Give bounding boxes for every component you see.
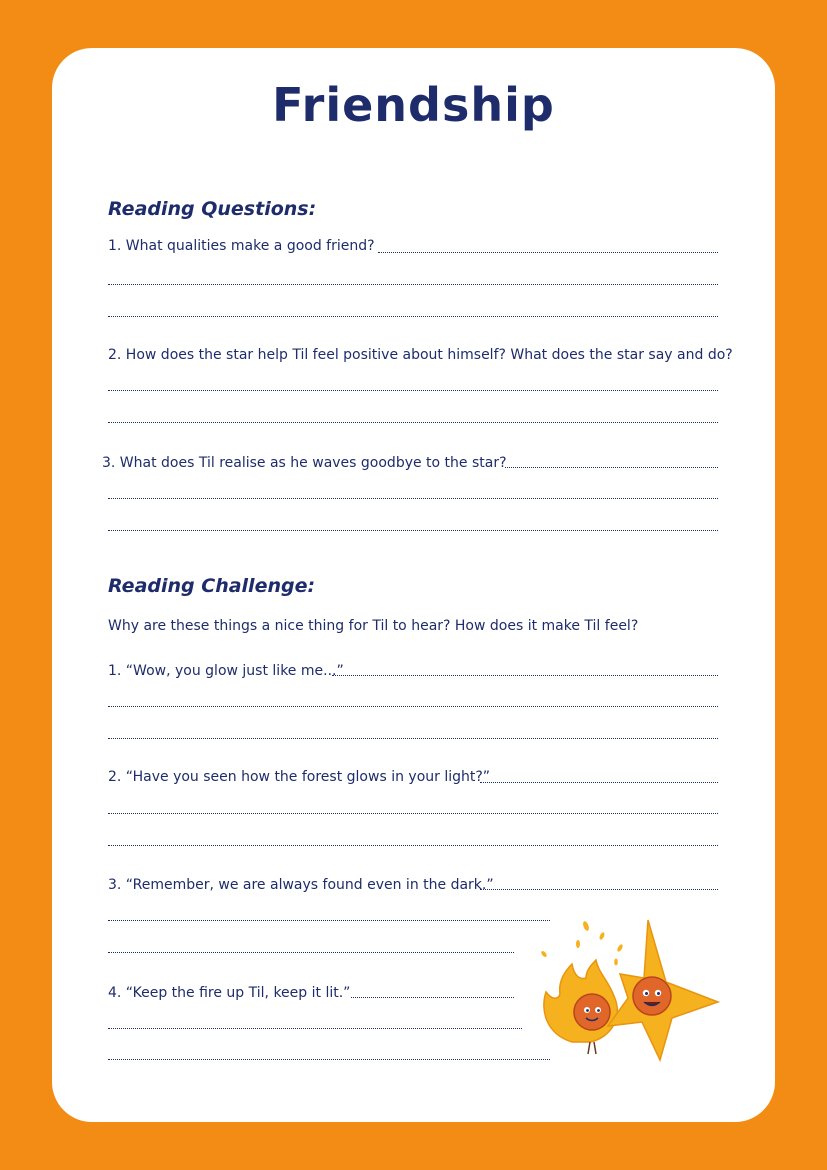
answer-line[interactable] bbox=[108, 316, 718, 317]
question-2: 2. How does the star help Til feel positive about himself? What does the star say and do? bbox=[108, 347, 733, 363]
answer-line[interactable] bbox=[108, 952, 514, 953]
star-character-icon bbox=[608, 920, 718, 1060]
answer-line[interactable] bbox=[108, 845, 718, 846]
answer-line[interactable] bbox=[108, 390, 718, 391]
answer-line[interactable] bbox=[480, 782, 718, 783]
challenge-intro: Why are these things a nice thing for Til to hear? How does it make Til feel? bbox=[108, 618, 639, 634]
question-3: 3. What does Til realise as he waves goodbye to the star? bbox=[102, 455, 507, 471]
answer-line[interactable] bbox=[108, 422, 718, 423]
challenge-quote-3: 3. “Remember, we are always found even in the dark.” bbox=[108, 877, 494, 893]
answer-line[interactable] bbox=[505, 467, 718, 468]
flame-character-icon bbox=[544, 960, 617, 1054]
til-and-star-illustration bbox=[532, 914, 722, 1064]
spark-icon bbox=[540, 920, 624, 965]
reading-challenge-heading: Reading Challenge: bbox=[108, 575, 316, 597]
answer-line[interactable] bbox=[351, 997, 514, 998]
challenge-quote-2: 2. “Have you seen how the forest glows in your light?” bbox=[108, 769, 491, 785]
challenge-quote-1: 1. “Wow, you glow just like me...” bbox=[108, 663, 344, 679]
challenge-quote-4: 4. “Keep the fire up Til, keep it lit.” bbox=[108, 985, 351, 1001]
answer-line[interactable] bbox=[108, 498, 718, 499]
answer-line[interactable] bbox=[108, 530, 718, 531]
page-title: Friendship bbox=[272, 78, 555, 132]
answer-line[interactable] bbox=[108, 920, 550, 921]
answer-line[interactable] bbox=[108, 1028, 522, 1029]
reading-questions-heading: Reading Questions: bbox=[108, 198, 317, 220]
answer-line[interactable] bbox=[378, 252, 718, 253]
answer-line[interactable] bbox=[480, 889, 718, 890]
answer-line[interactable] bbox=[108, 1059, 550, 1060]
answer-line[interactable] bbox=[108, 284, 718, 285]
answer-line[interactable] bbox=[332, 675, 718, 676]
question-1: 1. What qualities make a good friend? bbox=[108, 238, 375, 254]
answer-line[interactable] bbox=[108, 706, 718, 707]
answer-line[interactable] bbox=[108, 738, 718, 739]
answer-line[interactable] bbox=[108, 813, 718, 814]
